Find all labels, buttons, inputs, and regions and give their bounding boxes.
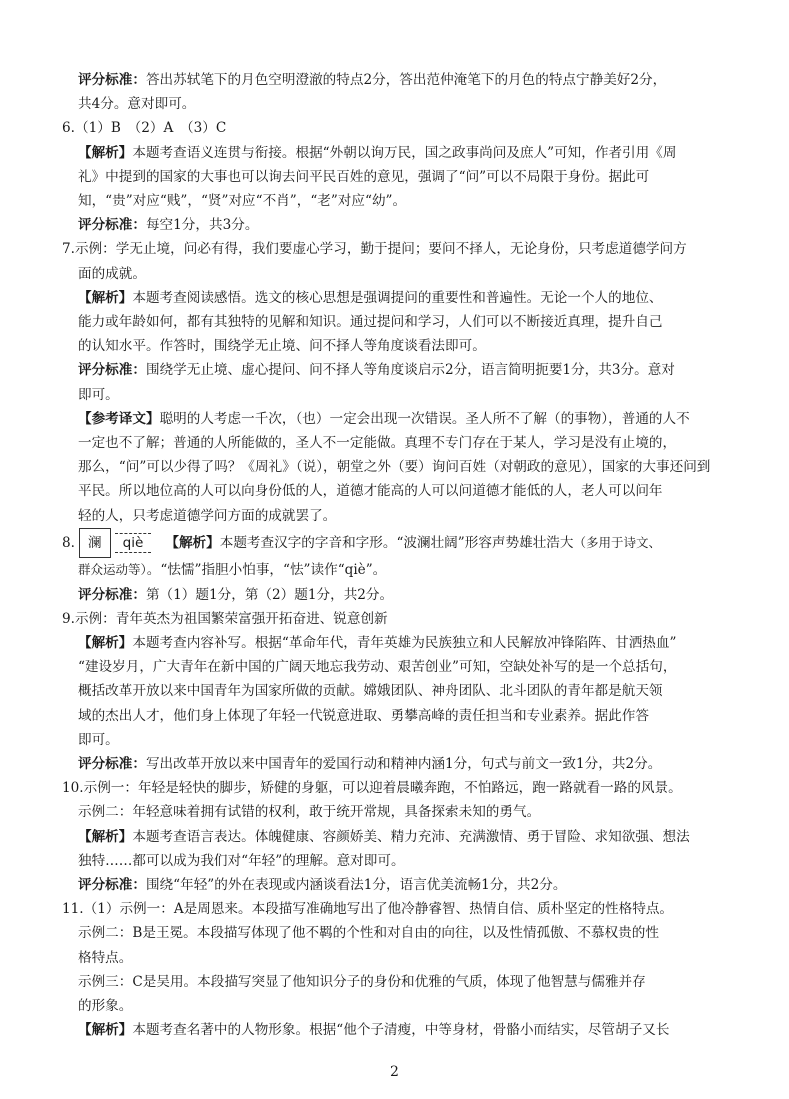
score-text: 每空1分，共3分。 — [145, 217, 259, 234]
analysis-text: 。“怯懦”指胆小怕事，“怯”读作“qiè”。 — [146, 562, 387, 579]
analysis-label: 【解析】 — [78, 289, 133, 306]
example-text: 示例一：年轻是轻快的脚步，矫健的身躯，可以迎着晨曦奔跑，不怕路远，跑一路就看一路的风景。 — [83, 780, 682, 797]
analysis-text-line: 域的杰出人才，他们身上体现了年轻一代锐意进取、勇攀高峰的责任担当和专业素养。据此作答 — [78, 707, 649, 724]
question-number: 6. — [62, 120, 75, 137]
analysis-text-line: 能力或年龄如何，都有其独特的见解和知识。通过提问和学习，人们可以不断接近真理，提升自己 — [78, 314, 663, 331]
answer-text-line: 面的成就。 — [78, 265, 146, 282]
score-text: 答出苏轼笔下的月色空明澄澈的特点2分，答出范仲淹笔下的月色的特点宁静美好2分， — [145, 72, 667, 88]
analysis-text-line: 即可。 — [78, 731, 119, 748]
answer-key-page — [62, 68, 742, 1042]
answer-text: 示例：学无止境，问必有得，我们要虚心学习，勤于提问；要问不择人，无论身份，只考虑道德学问方 — [74, 241, 687, 258]
question-number: 7. — [62, 241, 75, 258]
example-text-line: 的形象。 — [78, 998, 133, 1015]
example-text-line: 示例二：年轻意味着拥有试错的权利，敢于统开常规，具备探索未知的勇气。 — [78, 804, 541, 821]
analysis-label: 【解析】 — [78, 634, 133, 651]
analysis-label: 【解析】 — [78, 828, 133, 845]
analysis-text: 本题考查语言表达。体魄健康、容颜娇美、精力充沛、充满激情、勇于冒险、求知欲强、想法 — [132, 828, 690, 845]
translation-text: 聪明的人考虑一千次，（也）一定会出现一次错误。圣人所不了解（的事物），普通的人不 — [159, 410, 690, 427]
translation-text-line: 轻的人，只考虑道德学问方面的成就罢了。 — [78, 507, 337, 524]
question-number: 10. — [62, 780, 84, 797]
analysis-text-line: “建设岁月，广大青年在新中国的广阔天地忘我劳动、艰苦创业”可知，空缺处补写的是一个总括句， — [78, 659, 677, 676]
example-text-line: 示例三：C是吴用。本段描写突显了他知识分子的身份和优雅的气质，体现了他智慧与儒雅并存 — [78, 973, 646, 990]
score-label: 评分标准： — [78, 877, 146, 893]
analysis-text: 本题考查内容补写。根据“革命年代，青年英雄为民族独立和人民解放冲锋陷阵、甘洒热血” — [132, 634, 677, 651]
translation-text-line: 平民。所以地位高的人可以向身份低的人，道德才能高的人可以问道德才能低的人，老人可以问年 — [78, 483, 663, 500]
score-text-line: 即可。 — [78, 386, 119, 403]
translation-label: 【参考译文】 — [78, 410, 160, 427]
score-text-line: 共4分。意对即可。 — [78, 96, 196, 113]
question-11 — [62, 897, 742, 1042]
analysis-text-line: 知，“贵”对应“贱”，“贤”对应“不肖”，“老”对应“幼”。 — [78, 193, 407, 210]
score-label: 评分标准： — [78, 217, 146, 234]
analysis-text-line: 礼》中提到的国家的大事也可以询去问平民百姓的意见，强调了“问”可以不局限于身份。据此可 — [78, 168, 650, 185]
analysis-text: 本题考查名著中的人物形象。根据“他个子清瘦，中等身材，骨骼小而结实，尽管胡子又长 — [132, 1022, 670, 1039]
question-10 — [62, 776, 742, 897]
translation-text-line: 一定也不了解；普通的人所能做的，圣人不一定能做。真理不专门存在于某人，学习是没有止境的， — [78, 435, 677, 452]
example-text-line: 格特点。 — [78, 949, 133, 966]
analysis-label: 【解析】 — [78, 1022, 133, 1039]
analysis-text-line: 的认知水平。作答时，围绕学无止境、问不择人等角度谈看法即可。 — [78, 338, 486, 355]
question-7 — [62, 237, 742, 527]
question-8 — [62, 528, 742, 607]
score-label: 评分标准： — [78, 72, 146, 88]
analysis-text-line: 概括改革开放以来中国青年为国家所做的贡献。嫦娥团队、神舟团队、北斗团队的青年都是航天领 — [78, 683, 663, 700]
page-number: 2 — [390, 1064, 399, 1080]
score-text: 围绕“年轻”的外在表现或内涵谈看法1分，语言优美流畅1分，共2分。 — [145, 877, 567, 893]
example-text: （1）示例一：A是周恩来。本段描写准确地写出了他冷静睿智、热情自信、质朴坚定的性格特点。 — [83, 901, 674, 918]
question-9 — [62, 607, 742, 776]
analysis-label: 【解析】 — [78, 144, 133, 161]
example-text-line: 示例二：B是王冕。本段描写体现了他不羁的个性和对自由的向往，以及性情孤傲、不慕权贵的性 — [78, 925, 659, 942]
analysis-text: 本题考查语义连贯与衔接。根据“外朝以询万民，国之政事尚问及庶人”可知，作者引用《周 — [132, 144, 677, 161]
analysis-text: 本题考查阅读感悟。选文的核心思想是强调提问的重要性和普遍性。无论一个人的地位、 — [132, 289, 663, 306]
analysis-text: 本题考查汉字的字音和字形。“波澜壮阔”形容声势雄壮浩大 — [219, 534, 574, 551]
previous-score-block — [62, 68, 742, 116]
answer-text: 示例：青年英杰为祖国繁荣富强开拓奋进、锐意创新 — [74, 610, 388, 627]
score-label: 评分标准： — [78, 362, 146, 379]
question-number: 9. — [62, 610, 75, 627]
score-label: 评分标准： — [78, 755, 146, 772]
analysis-label: 【解析】 — [165, 534, 220, 551]
question-number: 8. — [62, 534, 75, 551]
translation-text-line: 那么，“问”可以少得了吗？《周礼》（说），朝堂之外（要）询问百姓（对朝政的意见），国家的大事还问到 — [78, 459, 711, 476]
analysis-text-line: 独特……都可以成为我们对“年轻”的理解。意对即可。 — [78, 852, 405, 869]
score-text: 第（1）题1分，第（2）题1分，共2分。 — [145, 586, 394, 603]
answer-char-box: 澜 — [79, 528, 111, 558]
score-label: 评分标准： — [78, 586, 146, 603]
analysis-note: （多用于诗文、 — [573, 534, 661, 550]
question-6 — [62, 116, 742, 237]
analysis-note: 群众运动等） — [78, 562, 147, 578]
score-text: 围绕学无止境、虚心提问、问不择人等角度谈启示2分，语言简明扼要1分，共3分。意对 — [145, 362, 675, 379]
question-number: 11. — [62, 901, 84, 918]
pinyin-box: qiè — [115, 533, 152, 553]
score-text: 写出改革开放以来中国青年的爱国行动和精神内涵1分，句式与前文一致1分，共2分。 — [145, 755, 662, 772]
answer-text: （1）B （2）A （3）C — [74, 120, 227, 137]
